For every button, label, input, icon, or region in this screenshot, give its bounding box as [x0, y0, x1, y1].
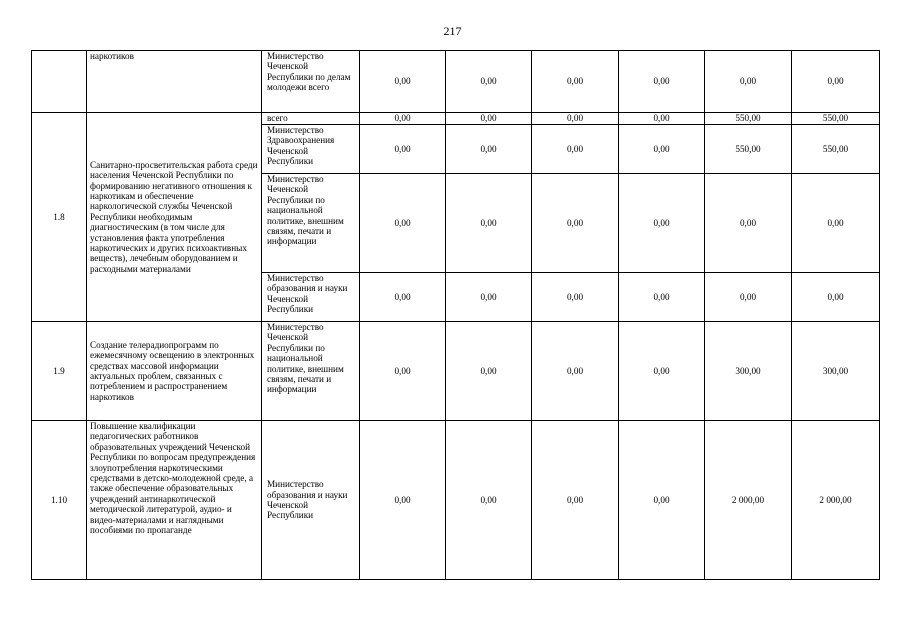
value-cell: 0,00	[360, 322, 446, 421]
activity-description: наркотиков	[87, 51, 262, 113]
executor-cell: всего	[262, 113, 360, 125]
value-cell: 0,00	[360, 421, 446, 580]
value-cell: 0,00	[446, 51, 532, 113]
value-cell: 0,00	[792, 174, 880, 273]
value-cell: 0,00	[446, 273, 532, 322]
value-cell: 0,00	[446, 421, 532, 580]
value-cell: 0,00	[446, 125, 532, 174]
executor-cell: Министерство Чеченской Республики по национальной политике, внешним связям, печати и информации	[262, 322, 360, 421]
value-cell: 0,00	[619, 273, 705, 322]
executor-cell: Министерство Здравоохранения Чеченской Республики	[262, 125, 360, 174]
activity-description: Создание телерадиопрограмм по ежемесячному освещению в электронных средствах массовой информации актуальных проблем, связанных с потреблением и распространением наркотиков	[87, 322, 262, 421]
table-row	[32, 113, 880, 125]
activity-description: Санитарно-просветительская работа среди населения Чеченской Республики по формированию негативного отношения к наркотикам и обеспечение наркологической службы Чеченской Республики необходимым диагностическим (в том числе для установления факта употребления наркотических и других психоактивных веществ), лечебным оборудованием и расходными материалами	[87, 113, 262, 322]
value-cell: 0,00	[705, 273, 792, 322]
table-row	[32, 421, 880, 580]
executor-cell: Министерство образования и науки Чеченской Республики	[262, 273, 360, 322]
value-cell: 0,00	[446, 174, 532, 273]
value-cell: 0,00	[619, 51, 705, 113]
executor-cell: Министерство образования и науки Чеченской Республики	[262, 421, 360, 580]
item-number-cell: 1.10	[32, 421, 87, 580]
table-row	[32, 51, 880, 113]
executor-cell: Министерство Чеченской Республики по делам молодежи всего	[262, 51, 360, 113]
value-cell: 0,00	[792, 51, 880, 113]
value-cell: 0,00	[532, 421, 619, 580]
page-number: 217	[443, 24, 462, 38]
value-cell: 0,00	[619, 322, 705, 421]
value-cell: 0,00	[619, 125, 705, 174]
value-cell: 0,00	[532, 113, 619, 125]
value-cell: 550,00	[705, 113, 792, 125]
value-cell: 300,00	[705, 322, 792, 421]
value-cell: 0,00	[532, 125, 619, 174]
value-cell: 0,00	[619, 421, 705, 580]
value-cell: 0,00	[360, 113, 446, 125]
value-cell: 0,00	[532, 51, 619, 113]
value-cell: 0,00	[532, 174, 619, 273]
budget-table	[31, 50, 880, 580]
value-cell: 0,00	[705, 51, 792, 113]
value-cell: 0,00	[360, 273, 446, 322]
value-cell: 0,00	[360, 125, 446, 174]
value-cell: 0,00	[360, 51, 446, 113]
value-cell: 0,00	[532, 322, 619, 421]
value-cell: 0,00	[705, 174, 792, 273]
table-row	[32, 322, 880, 421]
value-cell: 550,00	[792, 125, 880, 174]
item-number-cell: 1.8	[32, 113, 87, 322]
value-cell: 0,00	[619, 113, 705, 125]
value-cell: 0,00	[446, 113, 532, 125]
value-cell: 0,00	[532, 273, 619, 322]
item-number-cell: 1.9	[32, 322, 87, 421]
activity-description: Повышение квалификации педагогических работников образовательных учреждений Чеченской Республики по вопросам предупреждения злоупотребления наркотическими средствами в детско-молодежной среде, а также обеспечение образовательных учреждений антинаркотической методической литературой, аудио- и видео-материалами и наглядными пособиями по пропаганде	[87, 421, 262, 580]
value-cell: 300,00	[792, 322, 880, 421]
value-cell: 550,00	[792, 113, 880, 125]
value-cell: 550,00	[705, 125, 792, 174]
value-cell: 0,00	[360, 174, 446, 273]
value-cell: 2 000,00	[792, 421, 880, 580]
value-cell: 0,00	[619, 174, 705, 273]
value-cell: 2 000,00	[705, 421, 792, 580]
value-cell: 0,00	[446, 322, 532, 421]
executor-cell: Министерство Чеченской Республики по национальной политике, внешним связям, печати и информации	[262, 174, 360, 273]
value-cell: 0,00	[792, 273, 880, 322]
item-number-cell	[32, 51, 87, 113]
